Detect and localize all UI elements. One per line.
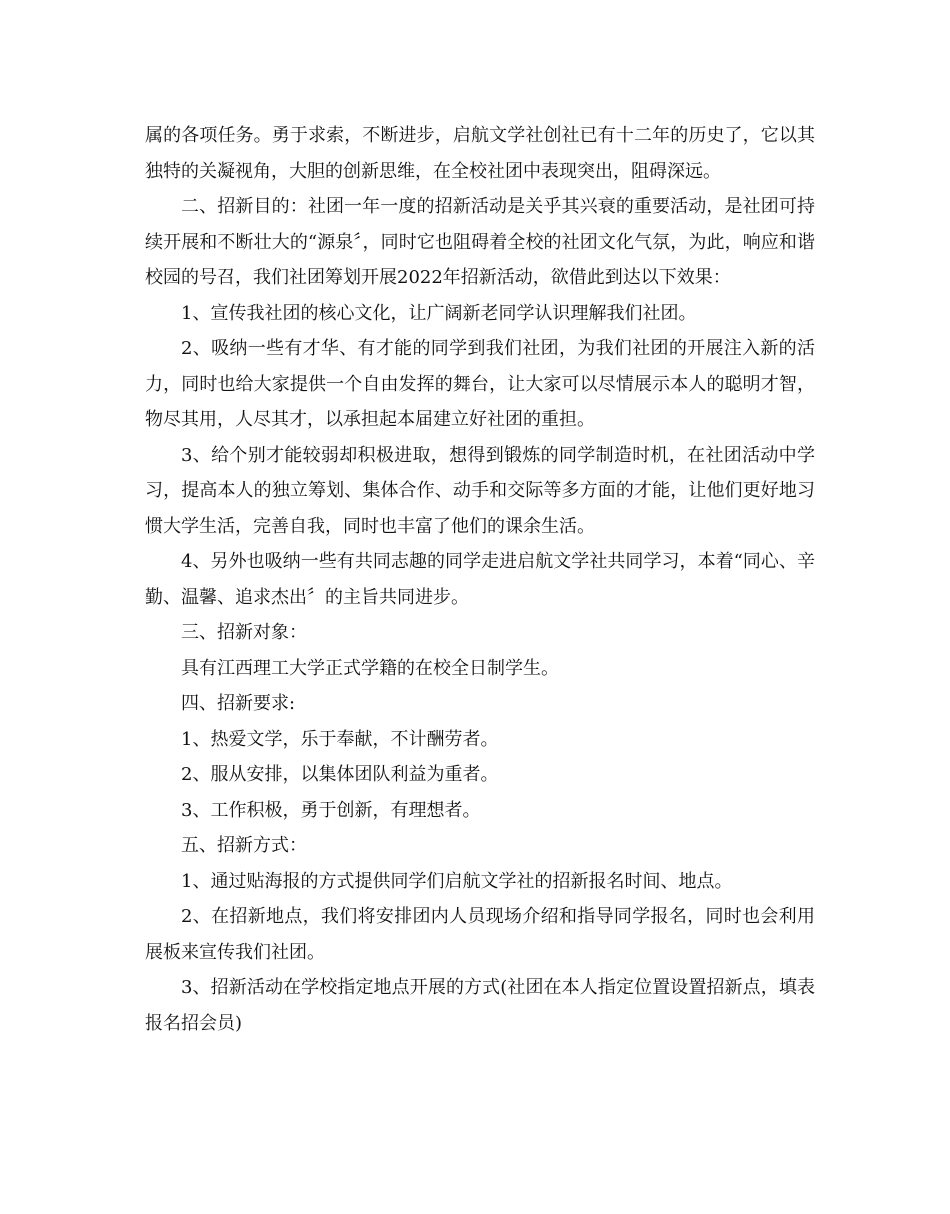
paragraph-method-2: 2、在招新地点，我们将安排团内人员现场介绍和指导同学报名，同时也会利用展板来宣传我们社团。	[145, 906, 815, 963]
paragraph-recruit-purpose: 二、招新目的：社团一年一度的招新活动是关乎其兴衰的重要活动，是社团可持续开展和不断壮大的“源泉〞，同时它也阻碍着全校的社团文化气氛，为此，响应和谐校园的号召，我们社团筹划开展2022年招新活动，欲借此到达以下效果：	[145, 196, 815, 288]
paragraph-purpose-item-4: 4、另外也吸纳一些有共同志趣的同学走进启航文学社共同学习，本着“同心、辛勤、温馨、追求杰出〞的主旨共同进步。	[145, 551, 815, 608]
paragraph-method-1: 1、通过贴海报的方式提供同学们启航文学社的招新报名时间、地点。	[181, 870, 733, 892]
paragraph-purpose-item-2: 2、吸纳一些有才华、有才能的同学到我们社团，为我们社团的开展注入新的活力，同时也给大家提供一个自由发挥的舞台，让大家可以尽情展示本人的聪明才智，物尽其用，人尽其才，以承担起本届建立好社团的重担。	[145, 338, 815, 430]
heading-recruit-requirements: 四、招新要求:	[181, 693, 296, 714]
paragraph-recruit-target: 具有江西理工大学正式学籍的在校全日制学生。	[181, 657, 559, 679]
paragraph-requirement-2: 2、服从安排，以集体团队利益为重者。	[181, 764, 499, 785]
document-body	[145, 118, 815, 1041]
paragraph-method-3: 3、招新活动在学校指定地点开展的方式(社团在本人指定位置设置招新点，填表报名招会员)	[145, 977, 815, 1034]
paragraph-purpose-item-1: 1、宣传我社团的核心文化，让广阔新老同学认识理解我们社团。	[181, 302, 697, 324]
heading-recruit-target: 三、招新对象：	[181, 622, 307, 643]
paragraph-purpose-item-3: 3、给个别才能较弱却积极进取，想得到锻炼的同学制造时机，在社团活动中学习，提高本人的独立筹划、集体合作、动手和交际等多方面的才能，让他们更好地习惯大学生活，完善自我，同时也丰富了他们的课余生活。	[145, 444, 815, 537]
paragraph-requirement-1: 1、热爱文学，乐于奉献，不计酬劳者。	[181, 728, 499, 750]
paragraph-intro-continued: 属的各项任务。勇于求索，不断进步，启航文学社创社已有十二年的历史了，它以其独特的关凝视角，大胆的创新思维，在全校社团中表现突出，阻碍深远。	[145, 125, 815, 182]
heading-recruit-methods: 五、招新方式：	[181, 835, 307, 856]
paragraph-requirement-3: 3、工作积极，勇于创新，有理想者。	[181, 799, 481, 821]
